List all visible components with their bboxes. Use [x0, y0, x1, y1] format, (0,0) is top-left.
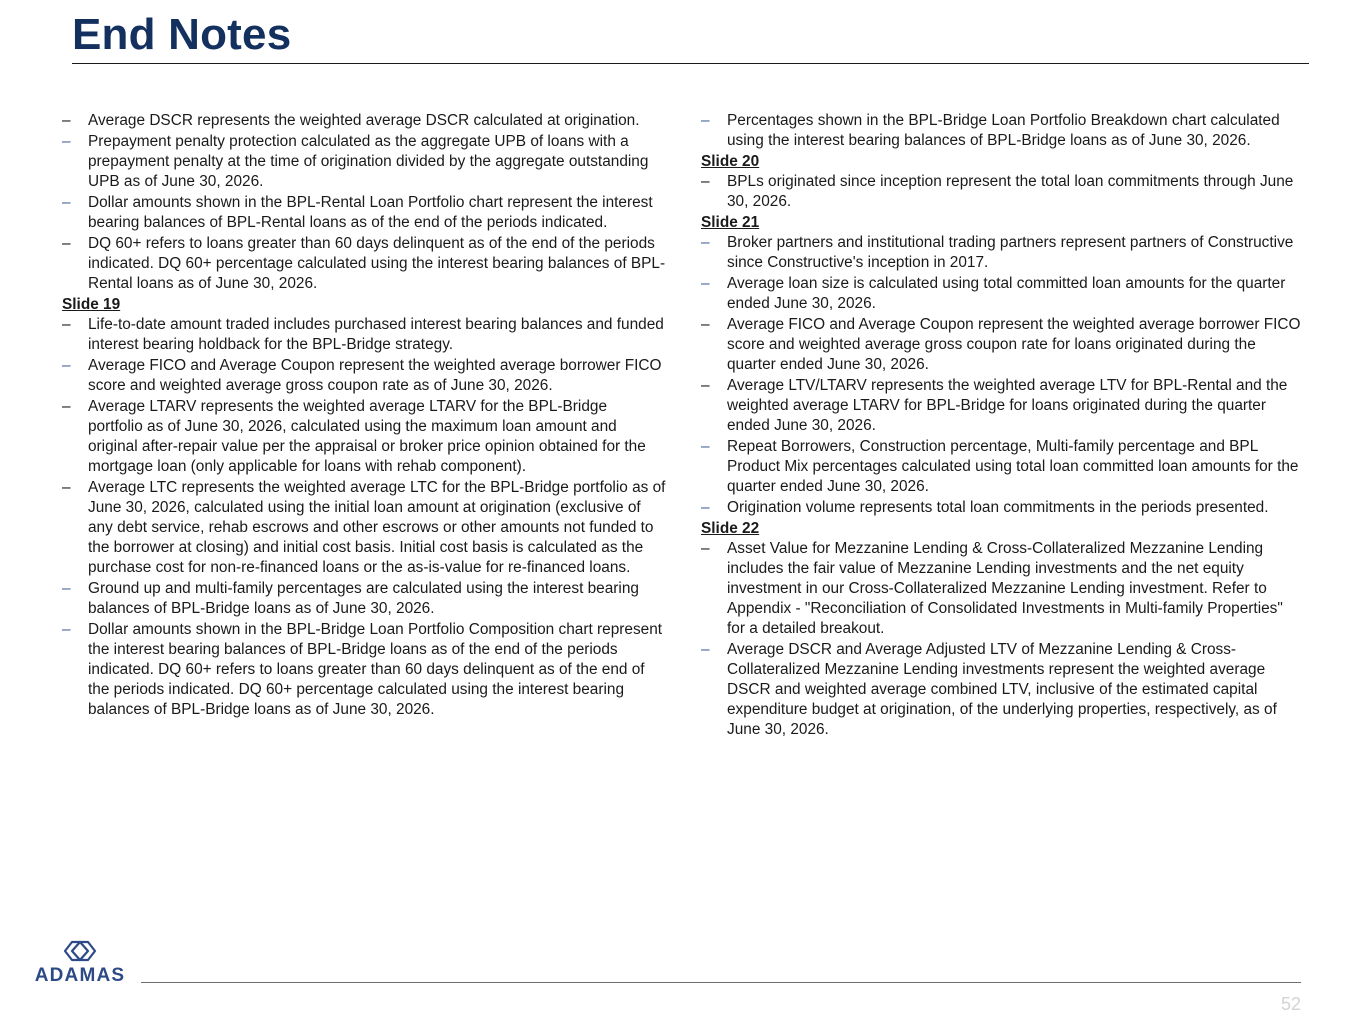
slide-22-heading: Slide 22 — [701, 520, 760, 537]
page-title: End Notes — [72, 10, 292, 59]
note-item — [62, 111, 666, 131]
note-text: Prepayment penalty protection calculated as the aggregate UPB of loans with a prepayment penalty at the time of origination divided by the aggregate outstanding UPB as of June 30, 2026. — [88, 133, 649, 190]
note-item — [62, 315, 666, 355]
bullet-dash: – — [62, 357, 71, 374]
note-item — [701, 233, 1305, 273]
bullet-dash: – — [62, 235, 71, 252]
slide-20-heading: Slide 20 — [701, 153, 760, 170]
footer-divider — [141, 982, 1301, 983]
note-item — [62, 397, 666, 477]
bullet-dash: – — [701, 112, 710, 129]
bullet-dash: – — [62, 133, 71, 150]
note-text: Broker partners and institutional trading partners represent partners of Constructive since Constructive's inception in 2017. — [727, 234, 1294, 271]
bullet-dash: – — [701, 377, 710, 394]
note-text: Average FICO and Average Coupon represent the weighted average borrower FICO score and weighted average gross coupon rate for loans originated during the quarter ended June 30, 2026. — [727, 316, 1301, 373]
note-text: Life-to-date amount traded includes purchased interest bearing balances and funded interest bearing holdback for the BPL-Bridge strategy. — [88, 316, 664, 353]
note-item — [701, 498, 1305, 518]
note-text: Average LTV/LTARV represents the weighted average LTV for BPL-Rental and the weighted average LTARV for BPL-Bridge for loans originated during the quarter ended June 30, 2026. — [727, 377, 1288, 434]
note-text: Percentages shown in the BPL-Bridge Loan Portfolio Breakdown chart calculated using the interest bearing balances of BPL-Bridge loans as of June 30, 2026. — [727, 112, 1280, 149]
note-text: Average loan size is calculated using total committed loan amounts for the quarter ended June 30, 2026. — [727, 275, 1286, 312]
note-text: Dollar amounts shown in the BPL-Bridge Loan Portfolio Composition chart represent the interest bearing balances of BPL-Bridge loans as of the end of the periods indicated. DQ 60+ refers to loans greater than 60 days delinquent as of the end of the periods indicated. DQ 60+ percentage calculated using the interest bearing balances of BPL-Bridge loans as of June 30, 2026. — [88, 621, 663, 718]
bullet-dash: – — [701, 641, 710, 658]
note-text: Average FICO and Average Coupon represent the weighted average borrower FICO score and weighted average gross coupon rate as of June 30, 2026. — [88, 357, 662, 394]
note-item — [62, 579, 666, 619]
title-divider — [72, 63, 1309, 64]
note-text: Ground up and multi-family percentages are calculated using the interest bearing balances of BPL-Bridge loans as of June 30, 2026. — [88, 580, 639, 617]
bullet-dash: – — [62, 316, 71, 333]
note-text: Dollar amounts shown in the BPL-Rental Loan Portfolio chart represent the interest bearing balances of BPL-Rental loans as of the end of the periods indicated. — [88, 194, 653, 231]
note-text: Average LTARV represents the weighted average LTARV for the BPL-Bridge portfolio as of June 30, 2026, calculated using the maximum loan amount and original after-repair value per the appraisal or broker price opinion obtained for the mortgage loan (only applicable for loans with rehab component). — [88, 398, 646, 475]
bullet-dash: – — [62, 194, 71, 211]
note-item — [62, 193, 666, 233]
note-item — [62, 132, 666, 192]
note-text: Average DSCR and Average Adjusted LTV of Mezzanine Lending & Cross-Collateralized Mezzanine Lending investments represent the weighted average DSCR and weighted average combined LTV, inclusive of the estimated capital expenditure budget at origination, of the underlying properties, respectively, as of June 30, 2026. — [727, 641, 1277, 738]
note-item — [62, 356, 666, 396]
note-item — [701, 315, 1305, 375]
logo-text: ADAMAS — [34, 965, 126, 986]
note-item — [701, 640, 1305, 740]
note-text: Repeat Borrowers, Construction percentage, Multi-family percentage and BPL Product Mix percentages calculated using total loan committed loan amounts for the quarter ended June 30, 2026. — [727, 438, 1299, 495]
bullet-dash: – — [701, 173, 710, 190]
adamas-logo — [26, 938, 134, 990]
right-notes-column — [701, 111, 1305, 741]
slide-19-heading: Slide 19 — [62, 296, 121, 313]
note-item — [62, 478, 666, 578]
note-item — [62, 620, 666, 720]
bullet-dash: – — [701, 499, 710, 516]
bullet-dash: – — [62, 479, 71, 496]
note-text: Average LTC represents the weighted average LTC for the BPL-Bridge portfolio as of June 30, 2026, calculated using the initial loan amount at origination (exclusive of any debt service, rehab escrows and other escrows or other amounts not funded to the borrower at closing) and initial cost basis. Initial cost basis is calculated as the purchase cost for non-re-financed loans or the as-is-value for re-financed loans. — [88, 479, 666, 576]
bullet-dash: – — [701, 316, 710, 333]
note-text: BPLs originated since inception represent the total loan commitments through June 30, 2026. — [727, 173, 1294, 210]
bullet-dash: – — [62, 398, 71, 415]
slide-21-heading: Slide 21 — [701, 214, 760, 231]
note-item — [701, 539, 1305, 639]
note-item — [701, 172, 1305, 212]
note-text: Origination volume represents total loan commitments in the periods presented. — [727, 499, 1269, 516]
note-item — [62, 234, 666, 294]
diamond-logo-icon — [62, 938, 98, 964]
bullet-dash: – — [701, 234, 710, 251]
left-notes-column — [62, 111, 666, 721]
bullet-dash: – — [62, 580, 71, 597]
bullet-dash: – — [701, 275, 710, 292]
bullet-dash: – — [701, 540, 710, 557]
note-item — [701, 111, 1305, 151]
note-text: Asset Value for Mezzanine Lending & Cross-Collateralized Mezzanine Lending includes the fair value of Mezzanine Lending investments and the net equity investment in our Cross-Collateralized Mezzanine Lending investment. Refer to Appendix - "Reconciliation of Consolidated Investments in Multi-family Properties" for a detailed breakout. — [727, 540, 1283, 637]
bullet-dash: – — [701, 438, 710, 455]
bullet-dash: – — [62, 112, 71, 129]
note-text: Average DSCR represents the weighted average DSCR calculated at origination. — [88, 112, 640, 129]
note-text: DQ 60+ refers to loans greater than 60 days delinquent as of the end of the periods indicated. DQ 60+ percentage calculated using the interest bearing balances of BPL-Rental loans as of June 30, 2026. — [88, 235, 666, 292]
page-number: 52 — [1280, 994, 1301, 1014]
note-item — [701, 437, 1305, 497]
note-item — [701, 274, 1305, 314]
bullet-dash: – — [62, 621, 71, 638]
note-item — [701, 376, 1305, 436]
